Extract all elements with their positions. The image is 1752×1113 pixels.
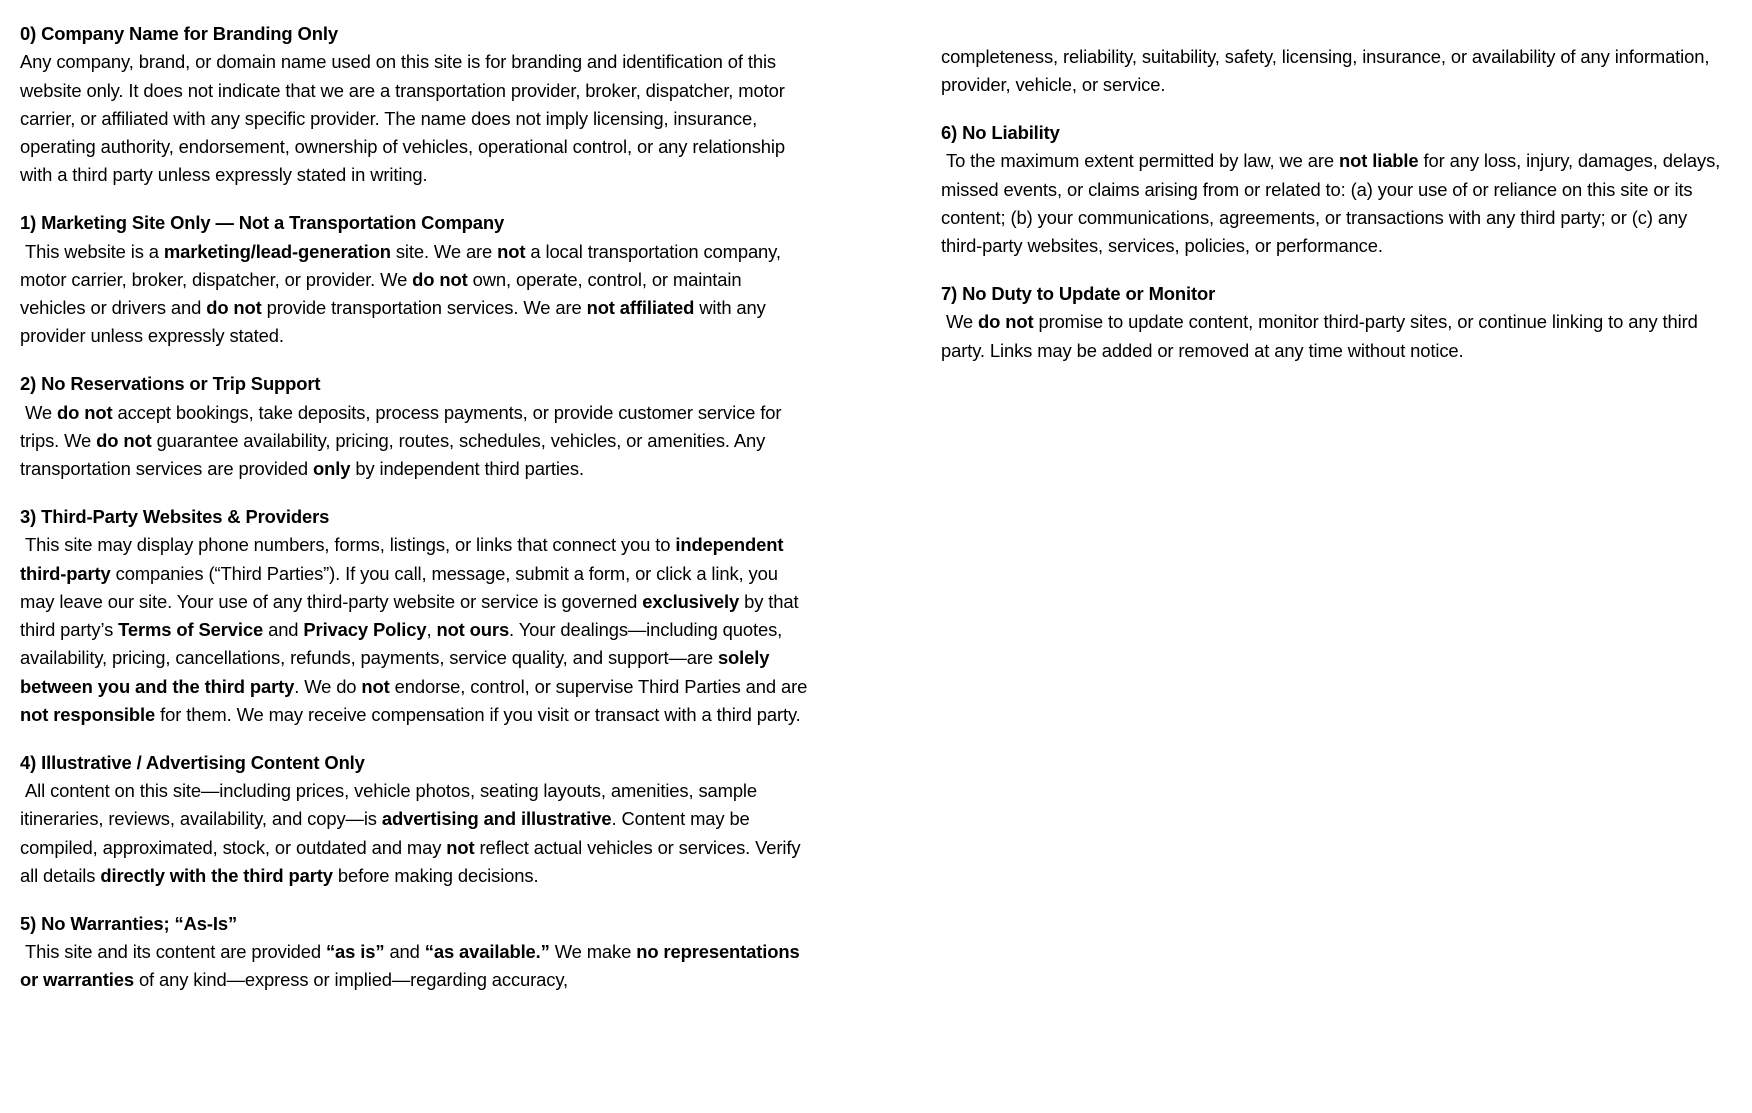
left-column	[20, 20, 811, 995]
section-continuation-body: completeness, reliability, suitability, safety, licensing, insurance, or availability of any information, provider, vehicle, or service.	[941, 46, 1715, 96]
section-body: This website is a marketing/lead-generation site. We are not a local transportation company, motor carrier, broker, dispatcher, or provider. We do not own, operate, control, or maintain vehicles or drivers and do not provide transportation services. We are not affiliated with any provider unless expressly stated.	[20, 240, 786, 347]
legal-section-3	[20, 503, 811, 729]
legal-section-2	[20, 370, 811, 483]
section-heading: 4) Illustrative / Advertising Content Only	[20, 751, 365, 773]
section-body: To the maximum extent permitted by law, we are not liable for any loss, injury, damages, delays, missed events, or claims arising from or related to: (a) your use of or reliance on this site or its content; (b) your communications, agreements, or transactions with any third party; or (c) any third-party websites, services, policies, or performance.	[941, 150, 1726, 257]
section-heading: 1) Marketing Site Only — Not a Transportation Company	[20, 212, 505, 234]
section-body: We do not accept bookings, take deposits, process payments, or provide customer service for trips. We do not guarantee availability, pricing, routes, schedules, vehicles, or amenities. Any transportation services are provided only by independent third parties.	[20, 401, 787, 480]
legal-section-7	[941, 280, 1733, 365]
section-body: We do not promise to update content, monitor third-party sites, or continue linking to any third party. Links may be added or removed at any time without notice.	[941, 311, 1703, 361]
section-body: This site may display phone numbers, forms, listings, or links that connect you to independent third-party companies (“Third Parties”). If you call, message, submit a form, or click a link, you may leave our site. Your use of any third-party website or service is governed exclusively by that third party’s Terms of Service and Privacy Policy, not ours. Your dealings—including quotes, availability, pricing, cancellations, refunds, payments, service quality, and support—are solely between you and the third party. We do not endorse, control, or supervise Third Parties and are not responsible for them. We may receive compensation if you visit or transact with a third party.	[20, 534, 813, 726]
legal-section-1	[20, 209, 811, 350]
legal-section-0	[20, 20, 811, 190]
legal-section-4	[20, 749, 811, 890]
section-body: All content on this site—including prices, vehicle photos, seating layouts, amenities, sample itineraries, reviews, availability, and copy—is advertising and illustrative. Content may be compiled, approximated, stock, or outdated and may not reflect actual vehicles or services. Verify all details directly with the third party before making decisions.	[20, 780, 806, 887]
section-heading: 5) No Warranties; “As-Is”	[20, 912, 238, 934]
section-body: This site and its content are provided “as is” and “as available.” We make no representations or warranties of any kind—express or implied—regarding accuracy,	[20, 941, 805, 991]
section-heading: 3) Third-Party Websites & Providers	[20, 505, 330, 527]
section-heading: 0) Company Name for Branding Only	[20, 23, 338, 44]
section-body: Any company, brand, or domain name used on this site is for branding and identification of this website only. It does not indicate that we are a transportation provider, broker, dispatcher, motor carrier, or affiliated with any specific provider. The name does not imply licensing, insurance, operating authority, endorsement, ownership of vehicles, operational control, or any relationship with a third party unless expressly stated in writing.	[20, 51, 790, 186]
section-heading: 6) No Liability	[941, 122, 1060, 144]
right-column	[941, 20, 1733, 365]
section-heading: 2) No Reservations or Trip Support	[20, 373, 321, 395]
section-heading: 7) No Duty to Update or Monitor	[941, 283, 1216, 305]
legal-section-6	[941, 119, 1733, 260]
legal-section-5-continuation	[941, 43, 1733, 100]
legal-section-5	[20, 910, 811, 995]
